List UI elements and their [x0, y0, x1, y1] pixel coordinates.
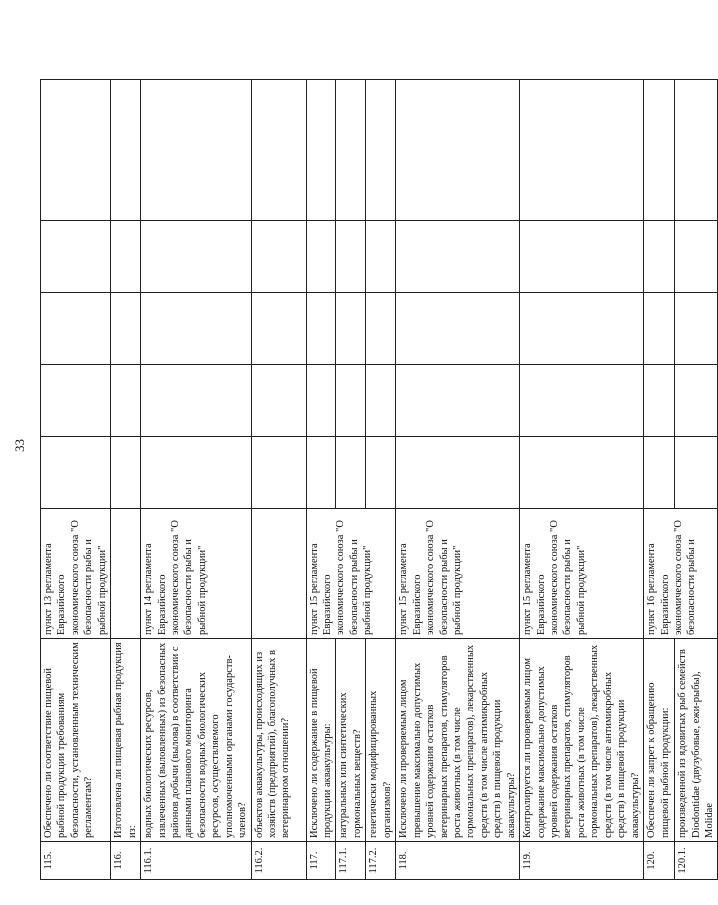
- answer-cell[interactable]: [366, 365, 396, 437]
- answer-cell[interactable]: [675, 293, 718, 365]
- table-row: [111, 80, 141, 880]
- answer-cell[interactable]: [141, 437, 252, 509]
- note-cell[interactable]: [306, 80, 336, 221]
- question-cell: Изготовлена ли пищевая рыбная продукция из:: [111, 639, 141, 842]
- row-number: 116.1.: [141, 842, 252, 880]
- table-row: [520, 80, 644, 880]
- answer-cell[interactable]: [111, 365, 141, 437]
- checklist-table: [40, 79, 718, 880]
- reference-cell: пункт 16 регламента Евразийского экономического союза "О безопасности рыбы и: [644, 509, 718, 639]
- table-row: [675, 80, 718, 880]
- answer-cell[interactable]: [644, 293, 675, 365]
- row-number: 116.: [111, 842, 141, 880]
- question-cell: натуральных или синтетических гормональных веществ?: [336, 639, 366, 842]
- reference-cell: [251, 509, 306, 639]
- reference-cell: пункт 15 регламента Евразийского экономического союза "О безопасности рыбы и рыбной продукции": [306, 509, 396, 639]
- note-cell[interactable]: [366, 80, 396, 221]
- answer-cell[interactable]: [644, 365, 675, 437]
- table-row: [306, 80, 336, 880]
- table-row: [366, 80, 396, 880]
- table-row: [396, 80, 520, 880]
- question-cell: Исключено ли проверяемым лицом превышение максимально допустимых уровней содержания остатков ветеринарных препаратов, стимуляторов роста животных (в том числе гормональных препаратов), лекарственных средств (в том числе антимикробных средств) в пищевой продукции аквакультуры?: [396, 639, 520, 842]
- row-number: 117.2.: [366, 842, 396, 880]
- question-cell: объектов аквакультуры, происходящих из хозяйств (предприятий), благополучных в ветеринарном отношении?: [251, 639, 306, 842]
- table-row: [644, 80, 675, 880]
- answer-cell[interactable]: [366, 293, 396, 365]
- question-cell: Обеспечен ли запрет к обращению пищевой рыбной продукции:: [644, 639, 675, 842]
- answer-cell[interactable]: [41, 221, 111, 293]
- reference-cell: пункт 14 регламента Евразийского экономического союза "О безопасности рыбы и рыбной продукции": [141, 509, 252, 639]
- answer-cell[interactable]: [111, 437, 141, 509]
- answer-cell[interactable]: [396, 437, 520, 509]
- question-cell: генетически модифицированных организмов?: [366, 639, 396, 842]
- answer-cell[interactable]: [520, 365, 644, 437]
- answer-cell[interactable]: [336, 365, 366, 437]
- table-row: [41, 80, 111, 880]
- answer-cell[interactable]: [644, 437, 675, 509]
- answer-cell[interactable]: [336, 293, 366, 365]
- answer-cell[interactable]: [675, 221, 718, 293]
- note-cell[interactable]: [675, 80, 718, 221]
- answer-cell[interactable]: [251, 221, 306, 293]
- reference-cell: [111, 509, 141, 639]
- row-number: 117.: [306, 842, 336, 880]
- question-cell: водных биологических ресурсов, извлеченных (выловленных) из безопасных районов добычи (вылова) в соответствии с данными планового мониторинга безопасности водных биологических ресурсов, осуществляемого уполномоченными органами государств-членов?: [141, 639, 252, 842]
- note-cell[interactable]: [396, 80, 520, 221]
- answer-cell[interactable]: [251, 437, 306, 509]
- question-cell: Исключено ли содержание в пищевой продукции аквакультуры:: [306, 639, 336, 842]
- reference-cell: пункт 15 регламента Евразийского экономического союза "О безопасности рыбы и рыбной продукции": [396, 509, 520, 639]
- answer-cell[interactable]: [306, 365, 336, 437]
- row-number: 116.2.: [251, 842, 306, 880]
- row-number: 119.: [520, 842, 644, 880]
- answer-cell[interactable]: [675, 437, 718, 509]
- answer-cell[interactable]: [675, 365, 718, 437]
- question-cell: Контролируется ли проверяемым лицом содержание максимально допустимых уровней содержания остатков ветеринарных препаратов, стимуляторов роста животных (в том числе гормональных препаратов), лекарственных средств (в том числе антимикробных средств) в пищевой продукции аквакультуры?: [520, 639, 644, 842]
- answer-cell[interactable]: [520, 293, 644, 365]
- answer-cell[interactable]: [644, 221, 675, 293]
- answer-cell[interactable]: [396, 365, 520, 437]
- note-cell[interactable]: [111, 80, 141, 221]
- question-cell: Обеспечено ли соответствие пищевой рыбной продукции требованиям безопасности, установленным техническим регламентам?: [41, 639, 111, 842]
- table-row: [251, 80, 306, 880]
- rotated-page-content: [40, 80, 715, 880]
- answer-cell[interactable]: [366, 437, 396, 509]
- answer-cell[interactable]: [396, 221, 520, 293]
- answer-cell[interactable]: [336, 437, 366, 509]
- answer-cell[interactable]: [306, 293, 336, 365]
- row-number: 120.: [644, 842, 675, 880]
- answer-cell[interactable]: [336, 221, 366, 293]
- note-cell[interactable]: [336, 80, 366, 221]
- answer-cell[interactable]: [41, 293, 111, 365]
- row-number: 117.1.: [336, 842, 366, 880]
- answer-cell[interactable]: [520, 437, 644, 509]
- answer-cell[interactable]: [141, 293, 252, 365]
- row-number: 120.1.: [675, 842, 718, 880]
- reference-cell: пункт 13 регламента Евразийского экономического союза "О безопасности рыбы и рыбной продукции": [41, 509, 111, 639]
- question-cell: произведенной из ядовитых рыб семейств Diodontidae (двузубовые, ежи-рыбы), Molidae: [675, 639, 718, 842]
- answer-cell[interactable]: [251, 365, 306, 437]
- answer-cell[interactable]: [41, 365, 111, 437]
- answer-cell[interactable]: [141, 221, 252, 293]
- answer-cell[interactable]: [306, 221, 336, 293]
- table-row: [336, 80, 366, 880]
- answer-cell[interactable]: [520, 221, 644, 293]
- note-cell[interactable]: [41, 80, 111, 221]
- table-row: [141, 80, 252, 880]
- answer-cell[interactable]: [396, 293, 520, 365]
- row-number: 115.: [41, 842, 111, 880]
- answer-cell[interactable]: [41, 437, 111, 509]
- note-cell[interactable]: [141, 80, 252, 221]
- answer-cell[interactable]: [251, 293, 306, 365]
- answer-cell[interactable]: [111, 221, 141, 293]
- note-cell[interactable]: [520, 80, 644, 221]
- note-cell[interactable]: [644, 80, 675, 221]
- note-cell[interactable]: [251, 80, 306, 221]
- answer-cell[interactable]: [366, 221, 396, 293]
- answer-cell[interactable]: [141, 365, 252, 437]
- reference-cell: пункт 15 регламента Евразийского экономического союза "О безопасности рыбы и рыбной продукции": [520, 509, 644, 639]
- row-number: 118.: [396, 842, 520, 880]
- answer-cell[interactable]: [111, 293, 141, 365]
- answer-cell[interactable]: [306, 437, 336, 509]
- page-number: 33: [12, 439, 27, 452]
